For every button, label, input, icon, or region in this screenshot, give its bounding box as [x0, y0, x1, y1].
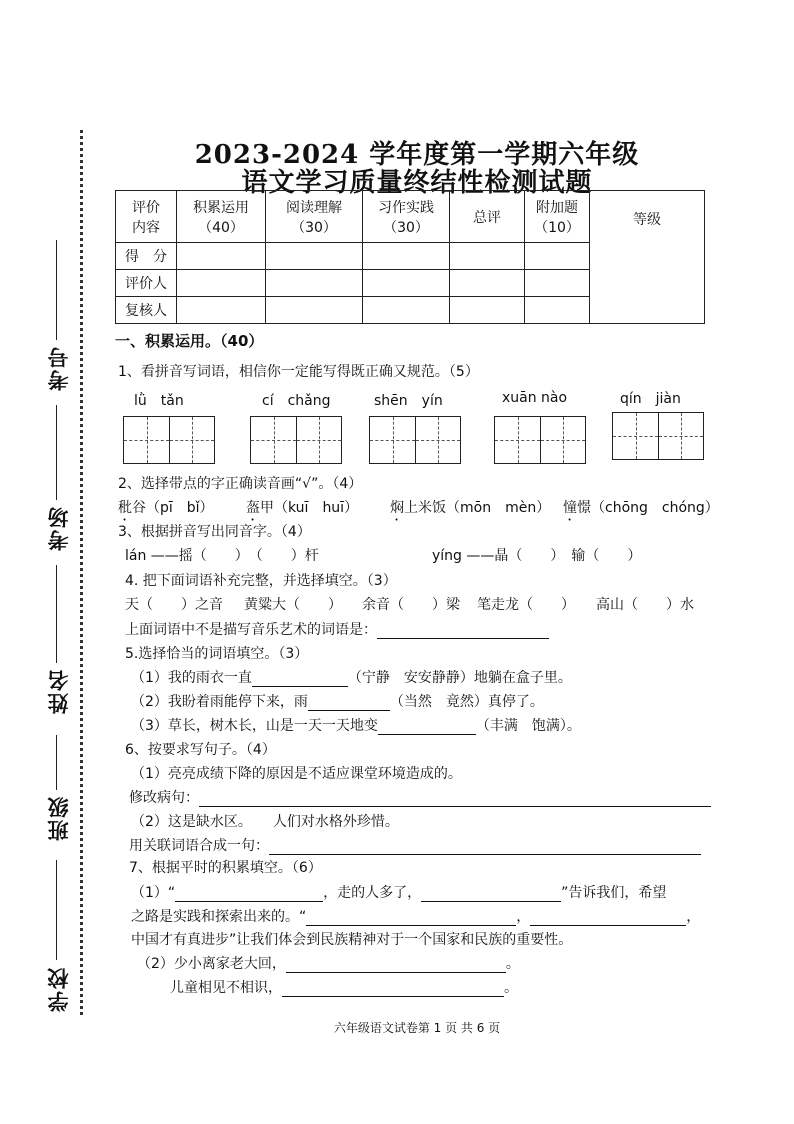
q2-text: 2、选择带点的字正确读音画“√”。（4） — [118, 476, 363, 492]
exam-number-label: 考号 — [47, 345, 71, 391]
score-cell[interactable] — [363, 243, 450, 270]
q7-text: 7、根据平时的积累填空。（6） — [129, 860, 322, 876]
q2-item-1[interactable]: 秕谷（pī bǐ） — [118, 500, 214, 516]
q1-pinyin-4: xuān nào — [502, 390, 568, 406]
score-cell[interactable] — [363, 270, 450, 297]
q7-blank-6[interactable] — [282, 982, 504, 997]
score-cell[interactable] — [266, 297, 363, 324]
q1-writing-grid-5[interactable] — [612, 412, 704, 460]
q5-blank-1[interactable] — [252, 672, 348, 687]
q1-pinyin-5: qín jiàn — [620, 391, 681, 407]
q7-line5: 儿童相见不相识， 。 — [170, 980, 518, 996]
q7-line2: 之路是实践和探索出来的。“ ， ， — [131, 909, 701, 925]
score-cell[interactable] — [525, 270, 590, 297]
score-cell[interactable] — [525, 297, 590, 324]
class-label: 班级 — [47, 795, 71, 841]
dotted-cut-line — [80, 130, 83, 1015]
row-label-evaluator: 评价人 — [116, 270, 177, 297]
page-footer: 六年级语文试卷第 1 页 共 6 页 — [333, 1021, 501, 1035]
header-writing: 习作实践 （30） — [363, 191, 450, 243]
q4-text: 4. 把下面词语补充完整，并选择填空。（3） — [125, 573, 397, 589]
venue-label: 考场 — [47, 505, 71, 551]
header-eval-content: 评价 内容 — [116, 191, 177, 243]
venue-field[interactable] — [56, 405, 57, 500]
exam-title-line2: 语文学习质量终结性检测试题 — [241, 168, 593, 198]
school-field[interactable] — [56, 860, 57, 960]
q4-idiom-4[interactable]: 笔走龙（ ） — [477, 597, 575, 613]
q5-blank-3[interactable] — [378, 720, 476, 735]
score-cell[interactable] — [266, 270, 363, 297]
name-label: 姓名 — [47, 668, 71, 714]
header-bonus: 附加题 （10） — [525, 191, 590, 243]
header-overall: 总评 — [450, 191, 525, 243]
q6-text: 6、按要求写句子。（4） — [125, 742, 276, 758]
header-grade: 等级 — [590, 191, 705, 324]
q5-item-2: （2）我盼着雨能停下来，雨 （当然 竟然）真停了。 — [131, 694, 544, 710]
q5-blank-2[interactable] — [308, 696, 390, 711]
q1-writing-grid-3[interactable] — [369, 416, 461, 464]
q2-item-2[interactable]: 盔甲（kuī huī） — [246, 500, 359, 516]
score-cell[interactable] — [450, 270, 525, 297]
q1-writing-grid-4[interactable] — [494, 416, 586, 464]
q6-combine-blank[interactable] — [269, 840, 701, 855]
q1-writing-grid-2[interactable] — [250, 416, 342, 464]
q7-blank-1[interactable] — [175, 887, 323, 902]
q7-line4: （2）少小离家老大回， 。 — [137, 956, 520, 972]
q2-item-3[interactable]: 焖上米饭（mōn mèn） — [390, 500, 551, 516]
q4-answer-blank[interactable] — [377, 624, 549, 639]
score-table — [115, 190, 705, 324]
q5-item-1: （1）我的雨衣一直 （宁静 安安静静）地躺在盒子里。 — [131, 670, 572, 686]
q1-pinyin-1: lǜ tǎn — [134, 393, 184, 409]
exam-number-field[interactable] — [56, 240, 57, 340]
q1-pinyin-2: cí chǎng — [262, 393, 331, 409]
row-label-reviewer: 复核人 — [116, 297, 177, 324]
name-field[interactable] — [56, 565, 57, 663]
score-cell[interactable] — [363, 297, 450, 324]
q3-text: 3、根据拼音写出同音字。（4） — [118, 524, 311, 540]
exam-title-line1: 2023-2024 学年度第一学期六年级 — [194, 140, 640, 170]
section1-heading: 一、积累运用。（40） — [115, 332, 264, 350]
q4-idiom-1[interactable]: 天（ ）之音 — [125, 597, 223, 613]
score-cell[interactable] — [525, 243, 590, 270]
header-accumulation: 积累运用 （40） — [177, 191, 266, 243]
score-cell[interactable] — [177, 243, 266, 270]
header-reading: 阅读理解 （30） — [266, 191, 363, 243]
score-cell[interactable] — [450, 243, 525, 270]
score-cell[interactable] — [177, 270, 266, 297]
class-field[interactable] — [56, 735, 57, 790]
q6-revise-blank[interactable] — [199, 792, 711, 807]
q4-question: 上面词语中不是描写音乐艺术的词语是： — [125, 619, 549, 639]
q6-revise: 修改病句： — [129, 787, 711, 807]
q4-idiom-2[interactable]: 黄粱大（ ） — [244, 597, 342, 613]
score-cell[interactable] — [177, 297, 266, 324]
q6-sentence-1: （1）亮亮成绩下降的原因是不适应课堂环境造成的。 — [131, 766, 462, 782]
school-label: 学校 — [47, 966, 71, 1012]
q6-combine: 用关联词语合成一句： — [129, 835, 701, 855]
q1-pinyin-3: shēn yín — [374, 393, 443, 409]
score-cell[interactable] — [450, 297, 525, 324]
q4-idiom-3[interactable]: 余音（ ）梁 — [362, 597, 460, 613]
q3-line-lan[interactable]: lán ——摇（ ） （ ）杆 — [125, 548, 319, 564]
q7-blank-2[interactable] — [421, 887, 561, 902]
q7-blank-4[interactable] — [530, 911, 686, 926]
q3-line-ying[interactable]: yíng ——晶（ ） 输（ ） — [432, 548, 642, 564]
q6-sentence-2: （2）这是缺水区。 人们对水格外珍惜。 — [131, 814, 399, 830]
score-cell[interactable] — [266, 243, 363, 270]
q1-text: 1、看拼音写词语，相信你一定能写得既正确又规范。（5） — [118, 364, 479, 380]
q7-line3: 中国才有真进步”让我们体会到民族精神对于一个国家和民族的重要性。 — [131, 932, 573, 948]
q2-item-4[interactable]: 憧憬（chōng chóng） — [563, 500, 719, 516]
q7-blank-3[interactable] — [306, 911, 516, 926]
q5-item-3: （3）草长，树木长，山是一天一天地变 （丰满 饱满）。 — [131, 718, 581, 734]
q4-idiom-5[interactable]: 高山（ ）水 — [596, 597, 694, 613]
q5-text: 5.选择恰当的词语填空。（3） — [125, 646, 309, 662]
q1-writing-grid-1[interactable] — [123, 416, 215, 464]
q7-line1: （1）“ ，走的人多了， ”告诉我们，希望 — [131, 885, 667, 901]
q7-blank-5[interactable] — [286, 958, 506, 973]
row-label-score: 得 分 — [116, 243, 177, 270]
